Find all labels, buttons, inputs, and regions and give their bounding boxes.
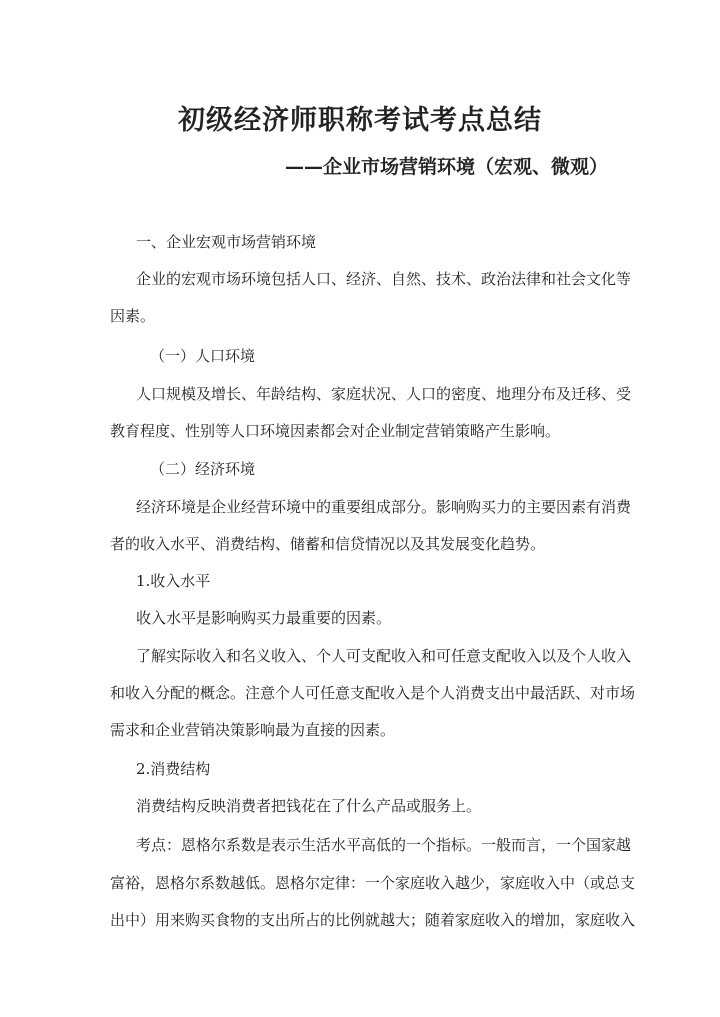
paragraph-line: 收入水平是影响购买力最重要的因素。 [136, 609, 392, 627]
paragraph-line: 企业的宏观市场环境包括人口、经济、自然、技术、政治法律和社会文化等 [136, 270, 632, 288]
document-subtitle: ——企业市场营销环境（宏观、微观） [284, 156, 608, 178]
paragraph-line: 富裕，恩格尔系数越低。恩格尔定律：一个家庭收入越少，家庭收入中（或总支 [110, 874, 636, 892]
paragraph-line: 考点：恩格尔系数是表示生活水平高低的一个指标。一般而言，一个国家越 [136, 836, 632, 854]
paragraph-line: 和收入分配的概念。注意个人可任意支配收入是个人消费支出中最活跃、对市场 [110, 684, 636, 702]
subsection-heading: （二）经济环境 [150, 460, 256, 478]
paragraph-line: 经济环境是企业经营环境中的重要组成部分。影响购买力的主要因素有消费 [136, 498, 632, 516]
item-heading: 2.消费结构 [136, 760, 211, 778]
paragraph-line: 因素。 [110, 307, 156, 325]
paragraph-line: 教育程度、性别等人口环境因素都会对企业制定营销策略产生影响。 [110, 422, 561, 440]
paragraph-line: 了解实际收入和名义收入、个人可支配收入和可任意支配收入以及个人收入 [136, 647, 632, 665]
paragraph-line: 出中）用来购买食物的支出所占的比例就越大；随着家庭收入的增加，家庭收入 [110, 911, 636, 929]
subsection-heading: （一）人口环境 [150, 347, 256, 365]
item-heading: 1.收入水平 [136, 572, 211, 590]
document-title: 初级经济师职称考试考点总结 [178, 105, 542, 136]
paragraph-line: 者的收入水平、消费结构、储蓄和信贷情况以及其发展变化趋势。 [110, 535, 546, 553]
paragraph-line: 人口规模及增长、年龄结构、家庭状况、人口的密度、地理分布及迁移、受 [136, 385, 632, 403]
section-heading: 一、企业宏观市场营销环境 [136, 233, 317, 251]
paragraph-line: 需求和企业营销决策影响最为直接的因素。 [110, 721, 396, 739]
paragraph-line: 消费结构反映消费者把钱花在了什么产品或服务上。 [136, 797, 482, 815]
